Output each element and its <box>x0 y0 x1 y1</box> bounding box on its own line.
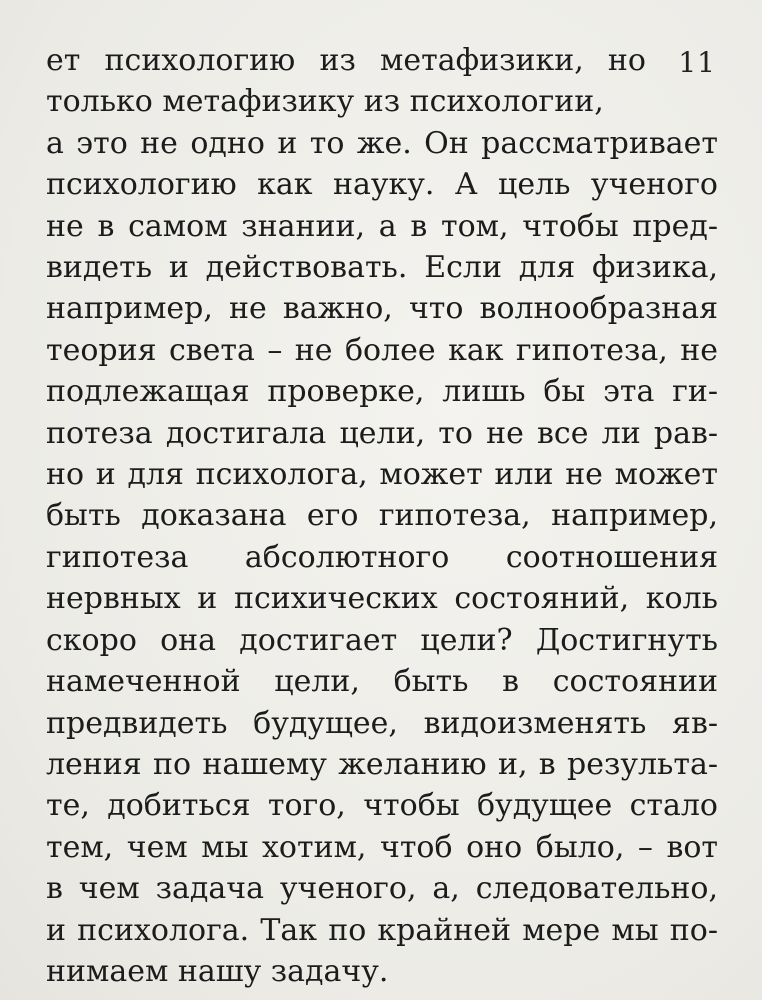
text-line: быть доказана его гипотеза, например, <box>46 498 718 534</box>
page-number: 11 <box>678 46 716 79</box>
text-line: например, не важно, что волнообразная <box>46 291 718 327</box>
text-line: а это не одно и то же. Он рассматривает <box>46 125 718 161</box>
text-line: не в самом знании, а в том, чтобы пред- <box>46 208 718 244</box>
body-text <box>46 40 718 992</box>
text-line: те, добиться того, чтобы будущее стало <box>46 788 718 824</box>
text-line: ет психологию из метафизики, но <box>46 43 646 78</box>
text-line: психологию как науку. А цель ученого <box>46 167 718 203</box>
text-line: гипотеза абсолютного соотношения <box>46 539 718 575</box>
text-line: нимаем нашу задачу. <box>46 953 389 989</box>
text-line: намеченной цели, быть в состоянии <box>46 664 718 700</box>
text-line: и психолога. Так по крайней мере мы по- <box>46 912 718 948</box>
text-line: но и для психолога, может или не может <box>46 457 718 493</box>
text-line: только метафизику из психологии, <box>46 84 604 120</box>
text-line: ления по нашему желанию и, в результа- <box>46 746 718 782</box>
text-line: предвидеть будущее, видоизменять яв- <box>46 705 718 741</box>
text-line: теория света – не более как гипотеза, не <box>46 332 718 368</box>
text-line: видеть и действовать. Если для физика, <box>46 250 718 286</box>
text-line: потеза достигала цели, то не все ли рав- <box>46 415 718 451</box>
text-line: нервных и психических состояний, коль <box>46 581 718 617</box>
text-line: скоро она достигает цели? Достигнуть <box>46 622 718 658</box>
text-line: подлежащая проверке, лишь бы эта ги- <box>46 374 718 410</box>
text-line: в чем задача ученого, а, следовательно, <box>46 871 718 907</box>
text-line: тем, чем мы хотим, чтоб оно было, – вот <box>46 829 718 865</box>
